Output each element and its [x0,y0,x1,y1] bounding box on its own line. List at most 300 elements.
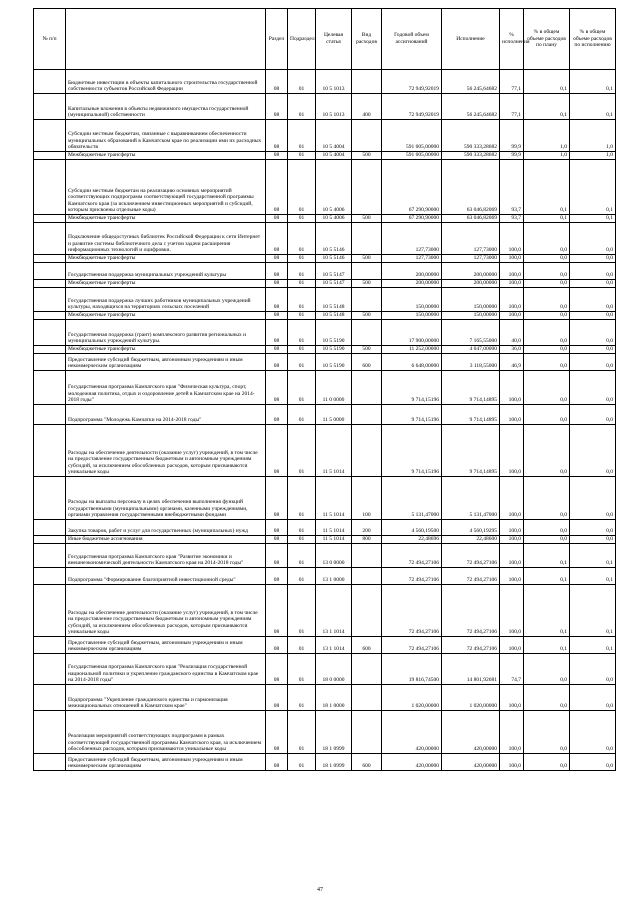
cell-vr [352,585,382,637]
table-row [34,280,616,288]
cell-csr: 13 0 0000 [316,544,352,568]
cell-pct: 100,0 [500,568,524,585]
cell-name: Расходы на обеспечение деятельности (оказание услуг) учреждений, в том числе на предоставление государственным бюджетным и автономным учреждениям субсидий, за исключением обособленных расходов, которым присваиваются уникальные коды [66,585,266,637]
cell-pct: 93,7 [500,160,524,215]
cell-pct: 100,0 [500,754,524,771]
cell-share-fact: 0,1 [570,70,616,94]
cell-csr: 18 0 0000 [316,654,352,685]
cell-plan: 19 816,74500 [382,654,442,685]
cell-share-plan: 1,0 [524,152,570,160]
cell-csr: 18 1 0999 [316,754,352,771]
cell-plan: 11 252,00000 [382,346,442,354]
cell-fact: 72 494,27106 [442,585,500,637]
cell-csr: 10 5 1013 [316,70,352,94]
cell-vr: 500 [352,280,382,288]
cell-name: Подпрограмма "Формирование благоприятной инвестиционной среды" [66,568,266,585]
cell-razdel: 08 [266,120,288,152]
cell-share-fact: 0,0 [570,354,616,371]
table-row [34,477,616,520]
cell-razdel: 08 [266,568,288,585]
cell-fact: 200,00000 [442,263,500,280]
cell-share-plan: 0,1 [524,160,570,215]
cell-csr: 10 5 5146 [316,255,352,263]
cell-razdel: 08 [266,263,288,280]
cell-razdel: 08 [266,425,288,477]
table-row [34,70,616,94]
table-row [34,654,616,685]
cell-csr: 10 5 1013 [316,94,352,120]
cell-fact: 4 047,00000 [442,346,500,354]
cell-num [34,405,66,425]
cell-name: Межбюджетные трансферты [66,312,266,320]
cell-num [34,288,66,312]
table-row [34,94,616,120]
cell-plan: 22,48696 [382,536,442,544]
cell-razdel: 08 [266,320,288,346]
cell-plan: 591 005,00000 [382,120,442,152]
page-number: 47 [317,887,323,893]
cell-fact: 420,00000 [442,754,500,771]
cell-vr: 800 [352,536,382,544]
cell-podrazdel: 01 [288,288,316,312]
cell-share-fact: 0,0 [570,371,616,405]
cell-name: Предоставление субсидий бюджетным, автономным учреждениям и иным некоммерческим организациям [66,354,266,371]
cell-razdel: 08 [266,405,288,425]
col-header-num: № п/п [34,9,66,70]
cell-fact: 9 714,14895 [442,371,500,405]
cell-num [34,477,66,520]
cell-podrazdel: 01 [288,354,316,371]
cell-razdel: 08 [266,215,288,223]
cell-vr [352,405,382,425]
cell-share-plan: 0,0 [524,754,570,771]
cell-num [34,654,66,685]
cell-podrazdel: 01 [288,754,316,771]
cell-name: Межбюджетные трансферты [66,255,266,263]
cell-num [34,94,66,120]
cell-name: Иные бюджетные ассигнования [66,536,266,544]
cell-vr: 100 [352,477,382,520]
cell-razdel: 08 [266,280,288,288]
cell-share-plan: 0,0 [524,425,570,477]
cell-name: Субсидии местным бюджетам на реализацию основных мероприятий соответствующих подпрограмм соответствующей государственной программы Камчатского края (за исключением инвестиционных мероприятий и субсидий, которым присвоены отдельные коды) [66,160,266,215]
col-header-vr: Вид расходов [352,9,382,70]
cell-csr: 13 1 1014 [316,585,352,637]
cell-plan: 67 290,90000 [382,215,442,223]
cell-podrazdel: 01 [288,320,316,346]
cell-share-fact: 0,0 [570,477,616,520]
table-row [34,320,616,346]
cell-fact: 63 046,82069 [442,215,500,223]
cell-fact: 7 165,55000 [442,320,500,346]
table-row [34,263,616,280]
cell-pct: 100,0 [500,637,524,654]
cell-vr: 500 [352,215,382,223]
cell-share-fact: 1,0 [570,120,616,152]
cell-share-fact: 0,0 [570,280,616,288]
cell-share-fact: 0,0 [570,654,616,685]
cell-podrazdel: 01 [288,544,316,568]
cell-csr: 10 5 5148 [316,288,352,312]
table-row [34,215,616,223]
cell-share-fact: 0,0 [570,255,616,263]
cell-share-plan: 0,0 [524,477,570,520]
cell-share-plan: 0,0 [524,223,570,255]
cell-csr: 10 5 5148 [316,312,352,320]
cell-csr: 11 5 0000 [316,405,352,425]
cell-vr: 600 [352,637,382,654]
cell-share-plan: 0,0 [524,288,570,312]
table-row [34,160,616,215]
cell-share-plan: 0,0 [524,320,570,346]
cell-name: Подключение общедоступных библиотек Российской Федерации к сети Интернет и развитие системы библиотечного дела с учетом задачи расширения информационных технологий и оцифровки. [66,223,266,255]
cell-name: Межбюджетные трансферты [66,215,266,223]
cell-name: Предоставление субсидий бюджетным, автономным учреждениям и иным некоммерческим организациям [66,637,266,654]
cell-fact: 4 560,19295 [442,520,500,536]
cell-razdel: 08 [266,354,288,371]
cell-pct: 100,0 [500,312,524,320]
cell-plan: 72 494,27106 [382,637,442,654]
cell-plan: 72 494,27106 [382,585,442,637]
cell-share-fact: 0,0 [570,263,616,280]
cell-csr: 11 5 1014 [316,477,352,520]
cell-vr [352,568,382,585]
cell-razdel: 08 [266,70,288,94]
cell-share-fact: 0,0 [570,425,616,477]
cell-share-fact: 0,1 [570,215,616,223]
cell-pct: 100,0 [500,405,524,425]
cell-razdel: 08 [266,711,288,754]
cell-razdel: 08 [266,536,288,544]
table-row [34,520,616,536]
cell-plan: 420,00000 [382,711,442,754]
cell-fact: 150,00000 [442,288,500,312]
cell-name: Реализация мероприятий соответствующих подпрограмм в рамках соответствующей государственной программы Камчатского края, за исключением обособленных расходов, которым присваиваются уникальные коды [66,711,266,754]
cell-share-plan: 0,0 [524,255,570,263]
cell-num [34,520,66,536]
cell-fact: 3 118,55000 [442,354,500,371]
cell-plan: 5 131,47000 [382,477,442,520]
cell-name: Государственная программа Камчатского края "Физическая культура, спорт, молодежная политика, отдых и оздоровление детей в Камчатском крае на 2014-2018 годы" [66,371,266,405]
col-header-razdel: Раздел [266,9,288,70]
cell-plan: 6 648,00000 [382,354,442,371]
cell-fact: 63 046,82069 [442,160,500,215]
cell-fact: 22,48600 [442,536,500,544]
cell-share-fact: 0,0 [570,685,616,711]
cell-fact: 200,00000 [442,280,500,288]
cell-num [34,585,66,637]
cell-plan: 420,00000 [382,754,442,771]
table-row [34,354,616,371]
cell-share-fact: 0,1 [570,568,616,585]
cell-pct: 100,0 [500,544,524,568]
cell-share-plan: 0,0 [524,280,570,288]
cell-vr [352,263,382,280]
cell-razdel: 08 [266,223,288,255]
cell-fact: 56 245,64682 [442,70,500,94]
cell-vr [352,654,382,685]
cell-name: Подпрограмма "Укрепление гражданского единства и гармонизация межнациональных отношений в Камчатском крае" [66,685,266,711]
cell-pct: 77,1 [500,94,524,120]
cell-vr [352,223,382,255]
table-row [34,425,616,477]
cell-fact: 127,73000 [442,255,500,263]
cell-vr: 200 [352,520,382,536]
cell-csr: 11 5 1014 [316,425,352,477]
table-row [34,371,616,405]
cell-num [34,320,66,346]
cell-pct: 93,7 [500,215,524,223]
cell-plan: 67 290,90000 [382,160,442,215]
cell-name: Расходы на выплаты персоналу в целях обеспечения выполнения функций государственными (муниципальными) органами, казенными учреждениями, органами управления государственными внебюджетными фондами [66,477,266,520]
table-row [34,544,616,568]
cell-podrazdel: 01 [288,520,316,536]
cell-fact: 5 131,47000 [442,477,500,520]
cell-podrazdel: 01 [288,685,316,711]
cell-podrazdel: 01 [288,312,316,320]
cell-name: Государственная поддержка лучших работников муниципальных учреждений культуры, находящихся на территориях сельских поселений [66,288,266,312]
cell-plan: 127,73000 [382,255,442,263]
cell-share-fact: 0,0 [570,754,616,771]
cell-fact: 1 020,00000 [442,685,500,711]
cell-pct: 100,0 [500,536,524,544]
cell-share-fact: 0,0 [570,320,616,346]
cell-vr [352,544,382,568]
cell-vr [352,70,382,94]
cell-name: Бюджетные инвестиции в объекты капитального строительства государственной собственности субъектов Российской Федерации [66,70,266,94]
cell-fact: 72 494,27106 [442,637,500,654]
cell-name: Подпрограмма "Молодежь Камчатки на 2014-2018 годы" [66,405,266,425]
cell-num [34,215,66,223]
cell-num [34,711,66,754]
cell-podrazdel: 01 [288,280,316,288]
cell-fact: 56 245,64682 [442,94,500,120]
cell-podrazdel: 01 [288,654,316,685]
cell-csr: 11 5 1014 [316,520,352,536]
cell-csr: 13 1 1014 [316,637,352,654]
cell-pct: 74,7 [500,654,524,685]
cell-vr [352,288,382,312]
cell-pct: 99,9 [500,152,524,160]
cell-share-fact: 0,0 [570,346,616,354]
cell-csr: 13 1 0000 [316,568,352,585]
cell-num [34,255,66,263]
cell-podrazdel: 01 [288,568,316,585]
cell-razdel: 08 [266,371,288,405]
cell-plan: 591 005,00000 [382,152,442,160]
table-row [34,754,616,771]
cell-fact: 9 714,14895 [442,425,500,477]
table-row [34,536,616,544]
cell-num [34,354,66,371]
cell-plan: 150,00000 [382,312,442,320]
cell-share-plan: 0,1 [524,637,570,654]
cell-share-plan: 0,1 [524,585,570,637]
cell-pct: 100,0 [500,288,524,312]
cell-podrazdel: 01 [288,425,316,477]
cell-num [34,120,66,152]
cell-name: Субсидии местным бюджетам, связанные с выравниванием обеспеченности муниципальных образований в Камчатском крае по реализации ими их расходных обязательств [66,120,266,152]
cell-plan: 72 494,27106 [382,568,442,585]
cell-vr: 500 [352,152,382,160]
cell-share-fact: 0,0 [570,405,616,425]
cell-num [34,425,66,477]
cell-plan: 72 494,27106 [382,544,442,568]
budget-table [33,8,616,771]
cell-num [34,754,66,771]
cell-razdel: 08 [266,477,288,520]
cell-share-plan: 1,0 [524,120,570,152]
cell-podrazdel: 01 [288,477,316,520]
table-row [34,255,616,263]
cell-pct: 100,0 [500,711,524,754]
cell-csr: 10 5 4004 [316,152,352,160]
cell-razdel: 08 [266,288,288,312]
cell-share-plan: 0,0 [524,354,570,371]
cell-share-fact: 0,0 [570,536,616,544]
cell-plan: 9 714,15196 [382,405,442,425]
cell-num [34,223,66,255]
cell-num [34,312,66,320]
cell-name: Государственная поддержка муниципальных учреждений культуры [66,263,266,280]
cell-razdel: 08 [266,520,288,536]
cell-share-plan: 0,0 [524,346,570,354]
cell-share-plan: 0,0 [524,520,570,536]
cell-razdel: 08 [266,94,288,120]
cell-razdel: 08 [266,255,288,263]
cell-vr [352,160,382,215]
cell-num [34,371,66,405]
cell-num [34,685,66,711]
cell-razdel: 08 [266,585,288,637]
cell-share-fact: 0,1 [570,94,616,120]
cell-name: Капитальные вложения в объекты недвижимого имущества государственной (муниципальной) собственности [66,94,266,120]
cell-share-fact: 0,0 [570,711,616,754]
col-header-share-plan: % в общем объеме расходов по плану [524,9,570,70]
cell-plan: 200,00000 [382,280,442,288]
table-row [34,685,616,711]
cell-razdel: 08 [266,754,288,771]
table-row [34,346,616,354]
table-body [34,70,616,771]
cell-share-fact: 0,1 [570,637,616,654]
cell-share-fact: 0,1 [570,544,616,568]
cell-podrazdel: 01 [288,585,316,637]
cell-csr: 10 5 5190 [316,346,352,354]
table-row [34,288,616,312]
cell-plan: 200,00000 [382,263,442,280]
cell-num [34,70,66,94]
cell-csr: 10 5 5190 [316,354,352,371]
cell-podrazdel: 01 [288,160,316,215]
cell-pct: 100,0 [500,520,524,536]
cell-pct: 100,0 [500,255,524,263]
cell-plan: 4 560,19500 [382,520,442,536]
cell-podrazdel: 01 [288,255,316,263]
cell-fact: 590 333,28682 [442,120,500,152]
cell-fact: 420,00000 [442,711,500,754]
cell-podrazdel: 01 [288,405,316,425]
cell-razdel: 08 [266,152,288,160]
cell-num [34,637,66,654]
cell-fact: 150,00000 [442,312,500,320]
cell-name: Предоставление субсидий бюджетным, автономным учреждениям и иным некоммерческим организациям [66,754,266,771]
cell-fact: 14 801,92681 [442,654,500,685]
table-row [34,223,616,255]
cell-plan: 127,73000 [382,223,442,255]
cell-name: Закупка товаров, работ и услуг для государственных (муниципальных) нужд [66,520,266,536]
cell-fact: 127,73000 [442,223,500,255]
cell-fact: 590 333,28682 [442,152,500,160]
cell-share-plan: 0,1 [524,94,570,120]
cell-podrazdel: 01 [288,263,316,280]
table-row [34,568,616,585]
cell-share-fact: 0,0 [570,520,616,536]
col-header-csr: Целевая статья [316,9,352,70]
cell-share-plan: 0,0 [524,685,570,711]
cell-vr: 400 [352,94,382,120]
cell-razdel: 08 [266,346,288,354]
budget-table-sheet [33,8,615,771]
cell-razdel: 08 [266,685,288,711]
cell-podrazdel: 01 [288,371,316,405]
cell-vr: 600 [352,354,382,371]
cell-pct: 100,0 [500,371,524,405]
cell-pct: 46,9 [500,354,524,371]
cell-pct: 40,0 [500,320,524,346]
cell-plan: 17 900,00000 [382,320,442,346]
cell-num [34,536,66,544]
table-row [34,152,616,160]
table-row [34,312,616,320]
cell-share-fact: 0,0 [570,288,616,312]
cell-share-plan: 0,0 [524,711,570,754]
cell-podrazdel: 01 [288,223,316,255]
cell-razdel: 08 [266,312,288,320]
table-header-row [34,9,616,70]
cell-num [34,544,66,568]
table-row [34,585,616,637]
cell-name: Государственная программа Камчатского края "Развитие экономики и внешнеэкономической деятельности Камчатского края на 2014-2018 годы" [66,544,266,568]
cell-pct: 99,9 [500,120,524,152]
cell-csr: 11 0 0000 [316,371,352,405]
cell-name: Государственная поддержка (грант) комплексного развития региональных и муниципальных учреждений культуры. [66,320,266,346]
cell-podrazdel: 01 [288,637,316,654]
cell-podrazdel: 01 [288,152,316,160]
cell-razdel: 08 [266,654,288,685]
cell-razdel: 08 [266,544,288,568]
cell-pct: 100,0 [500,263,524,280]
cell-vr [352,371,382,405]
cell-name: Межбюджетные трансферты [66,280,266,288]
cell-csr: 18 1 0000 [316,685,352,711]
cell-razdel: 08 [266,160,288,215]
cell-share-plan: 0,0 [524,536,570,544]
cell-vr [352,685,382,711]
cell-vr [352,711,382,754]
cell-vr: 500 [352,255,382,263]
cell-num [34,568,66,585]
cell-pct: 77,1 [500,70,524,94]
cell-vr [352,120,382,152]
cell-csr: 10 5 5147 [316,263,352,280]
table-row [34,637,616,654]
cell-podrazdel: 01 [288,70,316,94]
cell-share-fact: 0,1 [570,160,616,215]
cell-podrazdel: 01 [288,215,316,223]
cell-num [34,160,66,215]
cell-name: Межбюджетные трансферты [66,346,266,354]
